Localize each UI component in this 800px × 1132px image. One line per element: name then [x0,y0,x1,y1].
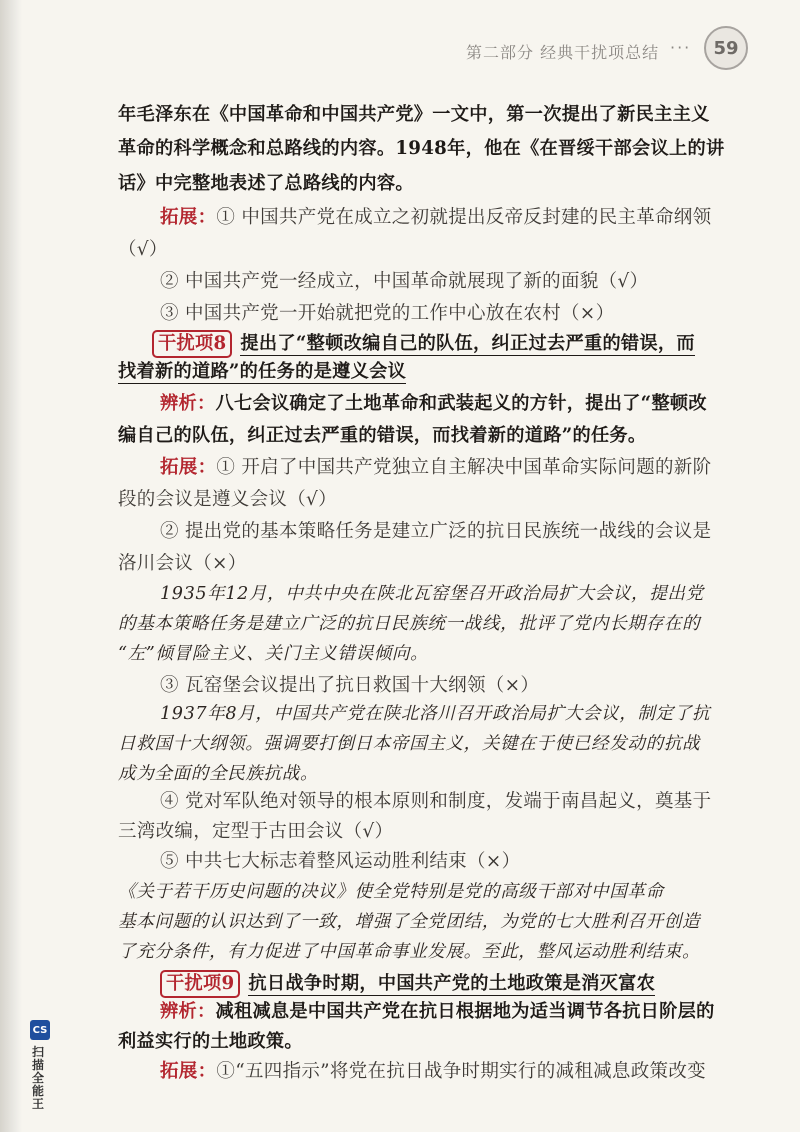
line-text: 编自己的队伍，纠正过去严重的错误，而找着新的道路”的任务。 [118,425,647,446]
text-line [118,732,700,756]
text-line [118,820,393,844]
line-text: 年毛泽东在《中国革命和中国共产党》一文中，第一次提出了新民主主义 [118,104,710,125]
scanner-watermark [30,1020,50,1110]
page-number: 59 [704,26,748,70]
distractor-tag: 干扰项9 [160,970,240,998]
text-line [118,172,414,196]
line-text: 提出了“整顿改编自己的队伍，纠正过去严重的错误，而 [240,333,695,354]
text-line [160,520,711,544]
line-text: 话》中完整地表述了总路线的内容。 [118,173,414,194]
distractor-tag: 干扰项8 [152,330,232,358]
watermark-text: 扫描全能王 [32,1045,45,1111]
line-text: 了充分条件，有力促进了中国革命事业发展。至此，整风运动胜利结束。 [118,942,701,962]
text-line [118,762,318,786]
text-line [118,103,710,127]
text-line [160,970,655,998]
line-text: 利益实行的土地政策。 [118,1031,303,1052]
line-text: 减租减息是中国共产党在抗日根据地为适当调节各抗日阶层的 [215,1001,715,1022]
text-line [160,1060,706,1084]
text-line [160,790,711,814]
section-label: 辨析： [160,393,216,414]
text-line [160,456,711,480]
line-text: ① 开启了中国共产党独立自主解决中国革命实际问题的新阶 [216,457,712,478]
section-label: 拓展： [160,457,217,478]
text-line [160,702,710,726]
text-line [160,850,520,874]
text-line [118,642,428,666]
header-dots: ··· [670,38,692,57]
line-text: 日救国十大纲领。强调要打倒日本帝国主义，关键在于使已经发动的抗战 [118,734,701,754]
text-line [160,1000,715,1024]
text-line [152,330,695,358]
line-text: 革命的科学概念和总路线的内容。1948年，他在《在晋绥干部会议上的讲 [118,138,725,159]
line-text: 八七会议确定了土地革命和武装起义的方针，提出了“整顿改 [215,393,707,414]
text-line [160,582,704,606]
line-text: ③ 中国共产党一开始就把党的工作中心放在农村（×） [160,303,615,324]
text-line [160,206,711,230]
text-line [118,552,247,576]
line-text: ② 中国共产党一经成立，中国革命就展现了新的面貌（√） [160,271,649,292]
line-text: 洛川会议（×） [118,553,247,574]
text-line [118,880,664,904]
line-text: 三湾改编，定型于古田会议（√） [118,821,394,842]
text-line [118,238,168,262]
line-text: ⑤ 中共七大标志着整风运动胜利结束（×） [160,851,521,872]
line-text: 基本问题的认识达到了一致，增强了全党团结，为党的七大胜利召开创造 [118,912,701,932]
text-line [160,302,614,326]
text-line [118,424,646,448]
line-text: 段的会议是遵义会议（√） [118,489,337,510]
text-line [160,674,539,698]
line-text: 1937年8月，中国共产党在陕北洛川召开政治局扩大会议，制定了抗 [160,704,711,724]
camscanner-logo-icon: CS [30,1020,50,1040]
text-line [160,270,648,294]
line-text: 成为全面的全民族抗战。 [118,764,319,784]
text-line [118,910,700,934]
section-label: 辨析： [160,1001,216,1022]
text-line [118,612,700,636]
running-header: 第二部分 经典干扰项总结 [466,43,660,62]
line-text: ③ 瓦窑堡会议提出了抗日救国十大纲领（×） [160,675,540,696]
line-text: ① 中国共产党在成立之初就提出反帝反封建的民主革命纲领 [216,207,712,228]
line-text: ④ 党对军队绝对领导的根本原则和制度，发端于南昌起义，奠基于 [160,791,712,812]
text-line [160,392,707,416]
section-label: 拓展： [160,1061,217,1082]
text-line [118,1030,303,1054]
line-text: 抗日战争时期，中国共产党的土地政策是消灭富农 [248,973,656,994]
line-text: ①“五四指示”将党在抗日战争时期实行的减租减息政策改变 [216,1061,706,1082]
line-text: 找着新的道路”的任务的是遵义会议 [118,361,407,382]
line-text: 的基本策略任务是建立广泛的抗日民族统一战线，批评了党内长期存在的 [118,614,701,634]
line-text: ② 提出党的基本策略任务是建立广泛的抗日民族统一战线的会议是 [160,521,712,542]
text-line [118,488,337,512]
line-text: “左”倾冒险主义、关门主义错误倾向。 [118,644,429,664]
text-line [118,137,724,161]
line-text: 《关于若干历史问题的决议》使全党特别是党的高级干部对中国革命 [118,882,664,902]
line-text: （√） [118,239,168,260]
section-label: 拓展： [160,207,217,228]
text-line [118,940,700,964]
line-text: 1935年12月，中共中央在陕北瓦窑堡召开政治局扩大会议，提出党 [160,584,704,604]
text-line [118,360,406,384]
